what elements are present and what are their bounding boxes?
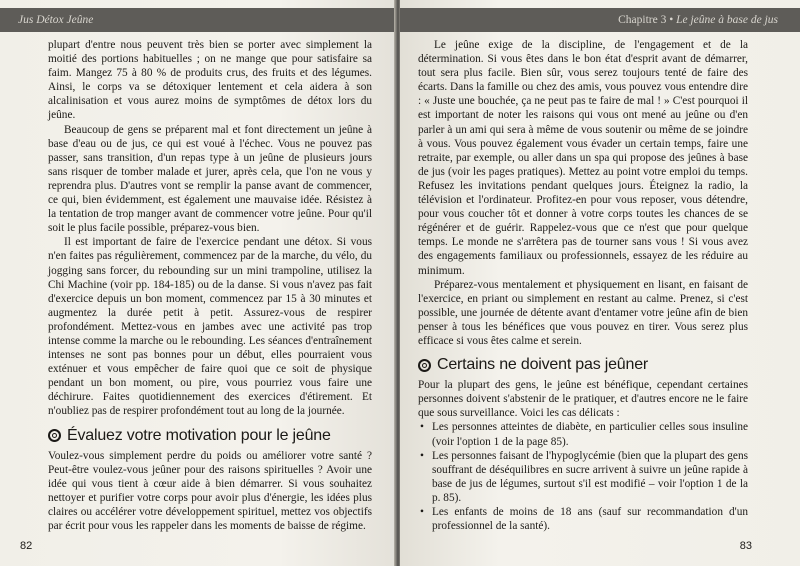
paragraph: Pour la plupart des gens, le jeûne est bénéfique, cependant certaines personnes doivent s'abstenir de le pratiquer, et d'autres encore ne le faire que sous surveillance. Voici les cas délicats : [418,379,748,420]
paragraph: Le jeûne exige de la discipline, de l'engagement et de la détermination. Si vous êtes dans le bon état d'esprit avant de démarrer, tout sera plus facile. Bien sûr, vous serez toujours tenté de faire des écarts. Dans la famille ou chez des amis, vous pouvez vous entendre dire : « Juste une bouchée, ça ne peut pas te faire de mal ! » C'est pourquoi il est important de noter les raisons qui vous ont mené au jeûne ou d'en parler à un ami qui sera à même de vous soutenir ou même de se joindre à vous. Vous pouvez également vous évader un certain temps, faire une retraite, par exemple, ou aller dans un spa qui propose des jeûnes à base de jus (voir les pages pratiques). Mettez au point votre emploi du temps. Refusez les invitations pendant quelques jours. Éteignez la radio, la télévision et l'ordinateur. Profitez-en pour vous reposer, vous détendre, pour vous coucher tôt et donner à votre corps toutes les chances de se régénérer et de guérir. Rappelez-vous que ce n'est que pour quelque temps. Le monde ne s'arrêtera pas de tourner sans vous ! Si vous avez des engagements familiaux ou professionnels, essayez de les réduire au minimum. [418,39,748,277]
page-number-right: 83 [739,540,752,552]
chapter-title: Le jeûne à base de jus [676,14,778,26]
paragraph: Il est important de faire de l'exercice pendant une détox. Si vous n'en faites pas régulièrement, commencez par de la marche, du vélo, du jogging sans forcer, du rebounding sur un mini trampoline, utilisez la Chi Machine (voir pp. 184-185) ou de la danse. Si vous n'avez pas fait d'exercice depuis un bon moment, commencez par 15 à 30 minutes et augmentez la durée petit à petit. Assurez-vous de respirer profondément. Mettez-vous en jambes avec une activité pas trop intense comme la marche ou le rebounding. Les séances d'entraînement intenses ne sont pas bonnes pour un début, elles pourraient vous exténuer et vous empêcher de faire quoi que ce soit de physique pendant un bon moment, ou pire, vous pourriez vous faire une déchirure. Faites quotidiennement des exercices d'étirement. Et n'oubliez pas de respirer profondément tout au long de la journée. [48,236,372,418]
list-item: • Les personnes faisant de l'hypoglycémie (bien que la plupart des gens souffrant de déséquilibres en sucre arrivent à suivre un jeûne rapide à base de jus de légumes, surtout s'il est modifié – voir l'option 1 de la p. 85). [418,449,748,505]
section-heading [48,426,372,444]
list-item: • Les personnes atteintes de diabète, en particulier celles sous insuline (voir l'option 1 de la page 85). [418,420,748,448]
heading-text: Certains ne doivent pas jeûner [437,356,649,374]
chapter-label: Chapitre 3 • [618,14,674,26]
bullet-list [418,420,748,533]
paragraph: plupart d'entre nous peuvent très bien se porter avec simplement la moitié des portions habituelles ; on ne mange que pour satisfaire sa faim. Mangez 75 à 80 % de produits crus, des fruits et des légumes. Ainsi, le corps va se détoxiquer lentement et cela aidera à son alcalinisation et vous aurez moins de symptômes de détox lors du jeûne. [48,39,372,122]
left-text-column [48,38,372,533]
section-heading [418,358,748,372]
list-item: • Les enfants de moins de 18 ans (sauf sur recommandation d'un professionnel de la santé). [418,505,748,533]
spiral-icon [48,429,61,442]
left-page [0,0,396,566]
heading-text: Évaluez votre motivation pour le jeûne [67,426,331,444]
paragraph: Voulez-vous simplement perdre du poids ou améliorer votre santé ? Peut-être voulez-vous jeûner pour des raisons spirituelles ? Avoir une idée qui vous tient à cœur aide à bien démarrer. Si vous souhaitez nettoyer et purifier votre corps pour avoir plus d'énergie, les idées plus claires ou accélérer votre développement spirituel, mettez vos objectifs par écrit pour vous les rappeler dans les moments de baisse de régime. [48,449,372,533]
page-number-left: 82 [20,540,33,552]
paragraph: Beaucoup de gens se préparent mal et font directement un jeûne à base d'eau ou de jus, ce qui est voué à l'échec. Vous ne pouvez pas passer, sans transition, d'un repas type à un jeûne de plusieurs jours sans risquer de tomber malade et jurer, après cela, que l'on ne vous y reprendra plus. D'autres vont se remplir la panse avant de commencer, ce qui, bien évidemment, est également une mauvaise idée. Résistez à la tentation de trop manger avant de commencer votre jeûne. Pour qu'il soit le plus facile possible, préparez-vous bien. [48,123,372,235]
right-page [400,0,800,566]
running-head-left: Jus Détox Jeûne [18,14,94,26]
running-head-right [618,14,778,26]
right-text-column [418,38,748,533]
spiral-icon [418,359,431,372]
paragraph: Préparez-vous mentalement et physiquement en lisant, en faisant de l'exercice, en priant ou simplement en restant au calme. Prenez, si c'est possible, une journée de détente avant d'entamer votre jeûne afin de bien penser à tous les bénéfices que vous pouvez en tirer. Vous serez plus efficace si vous êtes calme et serein. [418,278,748,347]
